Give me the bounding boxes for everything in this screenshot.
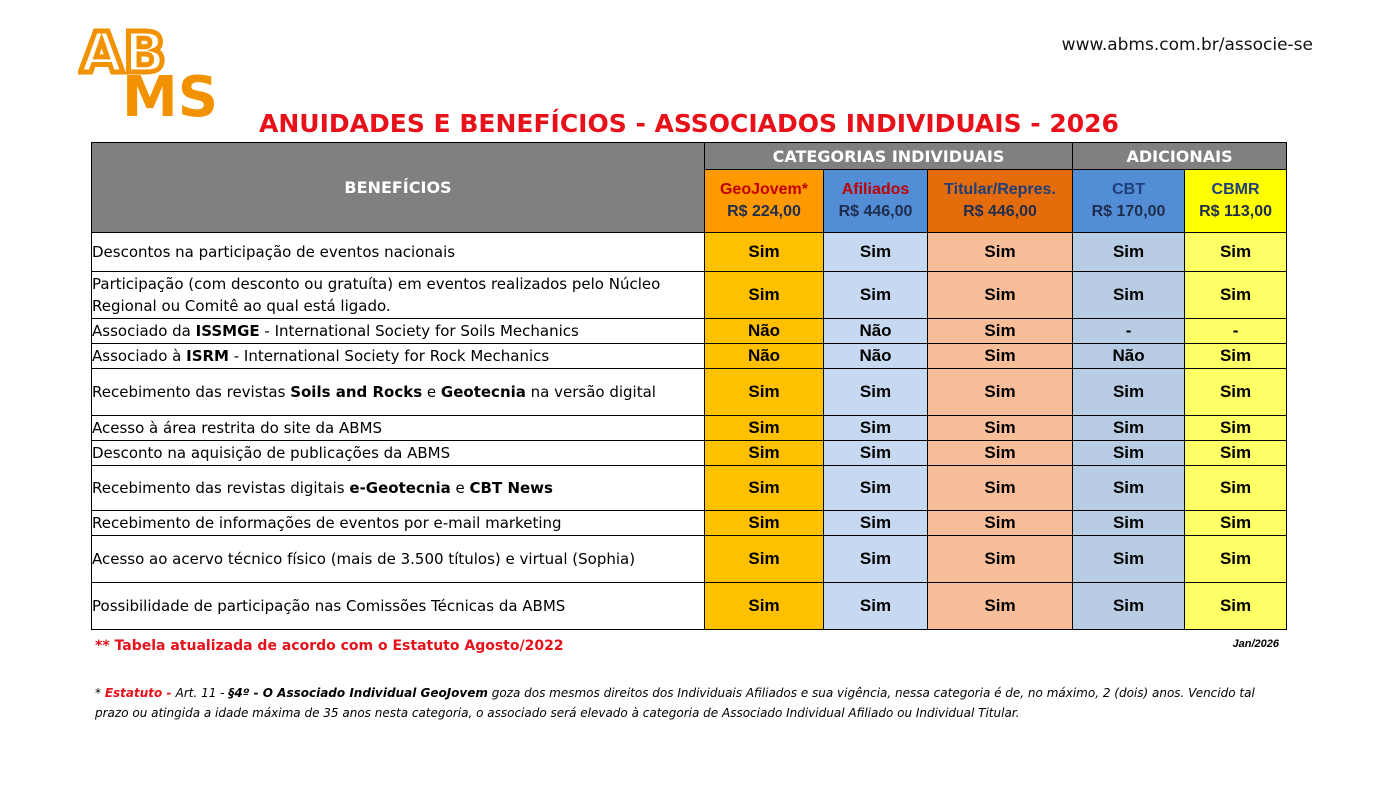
category-price: R$ 446,00	[838, 203, 913, 220]
benefit-value: Sim	[824, 511, 928, 536]
benefit-text-part: na versão digital	[525, 383, 656, 401]
benefit-value: Sim	[1073, 272, 1185, 319]
benefit-value: Sim	[824, 369, 928, 416]
benefit-value: Não	[824, 344, 928, 369]
benefit-value: Sim	[928, 416, 1073, 441]
benefit-text-part: Recebimento de informações de eventos por e-mail marketing	[92, 514, 562, 532]
page-title: ANUIDADES E BENEFÍCIOS - ASSOCIADOS INDIVIDUAIS - 2026	[259, 109, 1119, 138]
benefit-value: Sim	[928, 466, 1073, 511]
benefit-value: Sim	[1185, 344, 1287, 369]
benefit-value: Sim	[928, 583, 1073, 630]
category-price: R$ 446,00	[963, 203, 1037, 220]
benefit-description	[92, 583, 705, 630]
benefit-value: Sim	[824, 272, 928, 319]
category-price: R$ 224,00	[727, 203, 801, 220]
footnote	[95, 683, 1265, 723]
benefit-value: Sim	[1073, 416, 1185, 441]
benefit-text-part: Acesso à área restrita do site da ABMS	[92, 419, 382, 437]
benefit-text-part: e	[422, 383, 441, 401]
benefit-value: Sim	[705, 416, 824, 441]
table-row	[92, 536, 1287, 583]
benefit-value: Sim	[1185, 272, 1287, 319]
benefit-text-part: CBT News	[469, 479, 553, 497]
abms-logo	[78, 26, 244, 120]
benefit-text-part: Recebimento das revistas	[92, 383, 291, 401]
website-url[interactable]: www.abms.com.br/associe-se	[1061, 35, 1313, 55]
table-update-note: ** Tabela atualizada de acordo com o Estatuto Agosto/2022	[95, 638, 564, 654]
table-row	[92, 416, 1287, 441]
category-price: R$ 170,00	[1091, 203, 1166, 220]
benefit-text-part: ISSMGE	[195, 322, 260, 340]
benefit-description	[92, 319, 705, 344]
table-row	[92, 319, 1287, 344]
benefit-value: Sim	[705, 272, 824, 319]
benefit-value: Sim	[705, 369, 824, 416]
benefit-text-part: Acesso ao acervo técnico físico (mais de 3.500 títulos) e virtual (Sophia)	[92, 550, 636, 568]
table-row	[92, 511, 1287, 536]
benefit-value: -	[1073, 319, 1185, 344]
benefit-value: Sim	[928, 233, 1073, 272]
benefit-value: Sim	[1073, 583, 1185, 630]
benefit-value: Sim	[928, 536, 1073, 583]
benefit-value: Sim	[1185, 511, 1287, 536]
benefit-description	[92, 466, 705, 511]
benefit-value: Sim	[824, 583, 928, 630]
benefit-value: Sim	[1185, 416, 1287, 441]
benefit-value: Sim	[705, 511, 824, 536]
benefit-value: Sim	[824, 536, 928, 583]
benefit-description	[92, 233, 705, 272]
category-name: CBMR	[1211, 181, 1260, 198]
benefit-value: Sim	[1185, 583, 1287, 630]
benefit-value: Sim	[1073, 233, 1185, 272]
footnote-label: Estatuto -	[104, 686, 176, 700]
table-row	[92, 466, 1287, 511]
category-geojovem	[705, 170, 824, 233]
benefit-value: Sim	[1073, 369, 1185, 416]
benefit-value: Sim	[705, 536, 824, 583]
category-name: Titular/Repres.	[944, 181, 1056, 198]
benefit-value: Sim	[824, 441, 928, 466]
category-titular	[928, 170, 1073, 233]
benefit-text-part: e	[450, 479, 470, 497]
benefit-value: Sim	[928, 272, 1073, 319]
category-cbt	[1073, 170, 1185, 233]
benefit-value: Sim	[928, 441, 1073, 466]
benefit-value: Sim	[824, 233, 928, 272]
benefit-text-part: - International Society for Soils Mechanics	[259, 322, 579, 340]
table-row	[92, 441, 1287, 466]
benefits-table	[91, 142, 1287, 630]
logo-text-ab: AB	[80, 26, 167, 86]
table-row	[92, 583, 1287, 630]
benefit-text-part: Desconto na aquisição de publicações da ABMS	[92, 444, 451, 462]
benefit-value: Não	[705, 344, 824, 369]
benefit-description	[92, 416, 705, 441]
group-header-additional: ADICIONAIS	[1073, 143, 1287, 170]
benefit-value: Sim	[1073, 511, 1185, 536]
benefit-value: Sim	[1073, 441, 1185, 466]
benefit-value: Sim	[1185, 233, 1287, 272]
benefit-description	[92, 272, 705, 319]
category-price: R$ 113,00	[1199, 203, 1273, 220]
benefit-text-part: ISRM	[186, 347, 229, 365]
benefit-description	[92, 536, 705, 583]
benefit-description	[92, 511, 705, 536]
category-name: Afiliados	[841, 181, 910, 198]
benefit-description	[92, 441, 705, 466]
table-row	[92, 272, 1287, 319]
table-date: Jan/2026	[1232, 638, 1279, 650]
benefits-header: BENEFÍCIOS	[92, 143, 705, 233]
table-row	[92, 233, 1287, 272]
benefit-value: -	[1185, 319, 1287, 344]
category-afiliados	[824, 170, 928, 233]
benefit-text-part: Associado da	[92, 322, 196, 340]
benefit-text-part: Descontos na participação de eventos nacionais	[92, 243, 456, 261]
category-name: CBT	[1112, 181, 1145, 198]
category-name: GeoJovem*	[719, 181, 809, 198]
benefit-description	[92, 369, 705, 416]
category-cbmr	[1185, 170, 1287, 233]
benefit-text-part: Geotecnia	[440, 383, 526, 401]
group-header-individual: CATEGORIAS INDIVIDUAIS	[705, 143, 1073, 170]
benefit-value: Sim	[705, 233, 824, 272]
benefit-text-part: Possibilidade de participação nas Comissões Técnicas da ABMS	[92, 597, 566, 615]
benefit-text-part: Associado à	[92, 347, 187, 365]
benefit-value: Sim	[705, 583, 824, 630]
benefit-value: Sim	[824, 466, 928, 511]
footnote-star: *	[95, 686, 105, 700]
benefit-value: Sim	[928, 344, 1073, 369]
benefit-text-part: - International Society for Rock Mechanics	[228, 347, 550, 365]
table-row	[92, 344, 1287, 369]
benefit-value: Sim	[1185, 466, 1287, 511]
benefit-value: Sim	[705, 441, 824, 466]
benefit-value: Não	[824, 319, 928, 344]
footnote-paragraph: §4º - O Associado Individual GeoJovem	[228, 686, 488, 700]
benefit-value: Sim	[705, 466, 824, 511]
benefit-value: Não	[1073, 344, 1185, 369]
benefit-text-part: Participação (com desconto ou gratuíta) em eventos realizados pelo Núcleo Regional ou Comitê ao qual está ligado.	[92, 275, 661, 315]
benefit-value: Sim	[928, 511, 1073, 536]
benefit-value: Sim	[1073, 536, 1185, 583]
benefit-value: Sim	[1073, 466, 1185, 511]
benefit-value: Sim	[1185, 536, 1287, 583]
benefit-text-part: Soils and Rocks	[290, 383, 423, 401]
benefit-value: Sim	[928, 369, 1073, 416]
logo-text-ms: MS	[122, 65, 219, 120]
benefit-value: Sim	[824, 416, 928, 441]
benefit-value: Não	[705, 319, 824, 344]
table-row	[92, 369, 1287, 416]
benefit-value: Sim	[1185, 369, 1287, 416]
footnote-text: goza dos mesmos direitos dos Individuais Afiliados e sua vigência, nessa categoria é de, no máximo, 2 (dois) anos. Vencido tal prazo ou atingida a idade máxima de 35 anos nesta categoria, o associado será elevado à categoria de Associado Individual Afiliado ou Individual Titular.	[95, 686, 1255, 720]
benefit-value: Sim	[928, 319, 1073, 344]
benefit-description	[92, 344, 705, 369]
benefit-text-part: e-Geotecnia	[349, 479, 451, 497]
benefit-value: Sim	[1185, 441, 1287, 466]
benefit-text-part: Recebimento das revistas digitais	[92, 479, 350, 497]
footnote-article: Art. 11 -	[175, 686, 229, 700]
